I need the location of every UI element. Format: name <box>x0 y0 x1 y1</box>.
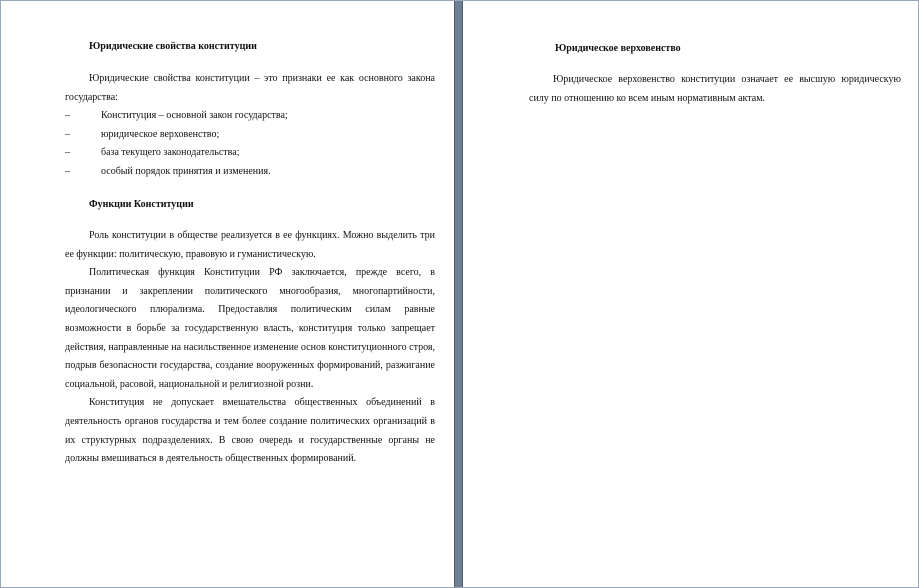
dash-marker: – <box>65 147 70 159</box>
functions-block <box>65 227 435 469</box>
list-item <box>65 144 435 163</box>
list-item <box>65 126 435 145</box>
dash-marker: – <box>65 128 70 140</box>
heading-functions: Функции Конституции <box>89 199 194 210</box>
document-page-right <box>463 1 919 588</box>
intro-paragraph: Юридические свойства конституции – это признаки ее как основного закона государства: <box>65 73 435 103</box>
list-item <box>65 107 435 126</box>
document-page-left <box>1 1 454 588</box>
properties-list <box>65 107 435 181</box>
paragraph-non-interference: Конституция не допускает вмешательства общественных объединений в деятельность органов государства и тем более создание политических организаций в их структурных подразделениях. В свою очередь и государственные органы не должны вмешиваться в деятельность общественных формирований. <box>65 397 435 465</box>
list-item <box>65 163 435 182</box>
intro-block <box>65 70 435 182</box>
heading-legal-supremacy: Юридическое верховенство <box>555 43 681 54</box>
paragraph-role: Роль конституции в обществе реализуется в ее функциях. Можно выделить три ее функции: политическую, правовую и гуманистическую. <box>65 230 435 260</box>
list-item-text: база текущего законодательства; <box>101 147 240 159</box>
list-item-text: юридическое верховенство; <box>101 128 220 140</box>
page-gap <box>454 1 463 588</box>
list-item-text: Конституция – основной закон государства; <box>101 110 288 122</box>
dash-marker: – <box>65 110 70 122</box>
dash-marker: – <box>65 165 70 177</box>
list-item-text: особый порядок принятия и изменения. <box>101 165 271 177</box>
heading-legal-properties: Юридические свойства конституции <box>89 41 257 52</box>
supremacy-block <box>529 71 901 108</box>
paragraph-political-function: Политическая функция Конституции РФ заключается, прежде всего, в признании и закреплении политического многообразия, многопартийности, идеологического плюрализма. Предоставляя политическим силам равные возможности в борьбе за государственную власть, конституция только запрещает действия, направленные на насильственное изменение основ конституционного строя, подрыв безопасности государства, создание вооруженных формирований, разжигание социальной, расовой, национальной и религиозной розни. <box>65 267 435 390</box>
paragraph-supremacy: Юридическое верховенство конституции означает ее высшую юридическую силу по отношению ко всем иным нормативным актам. <box>529 74 901 104</box>
